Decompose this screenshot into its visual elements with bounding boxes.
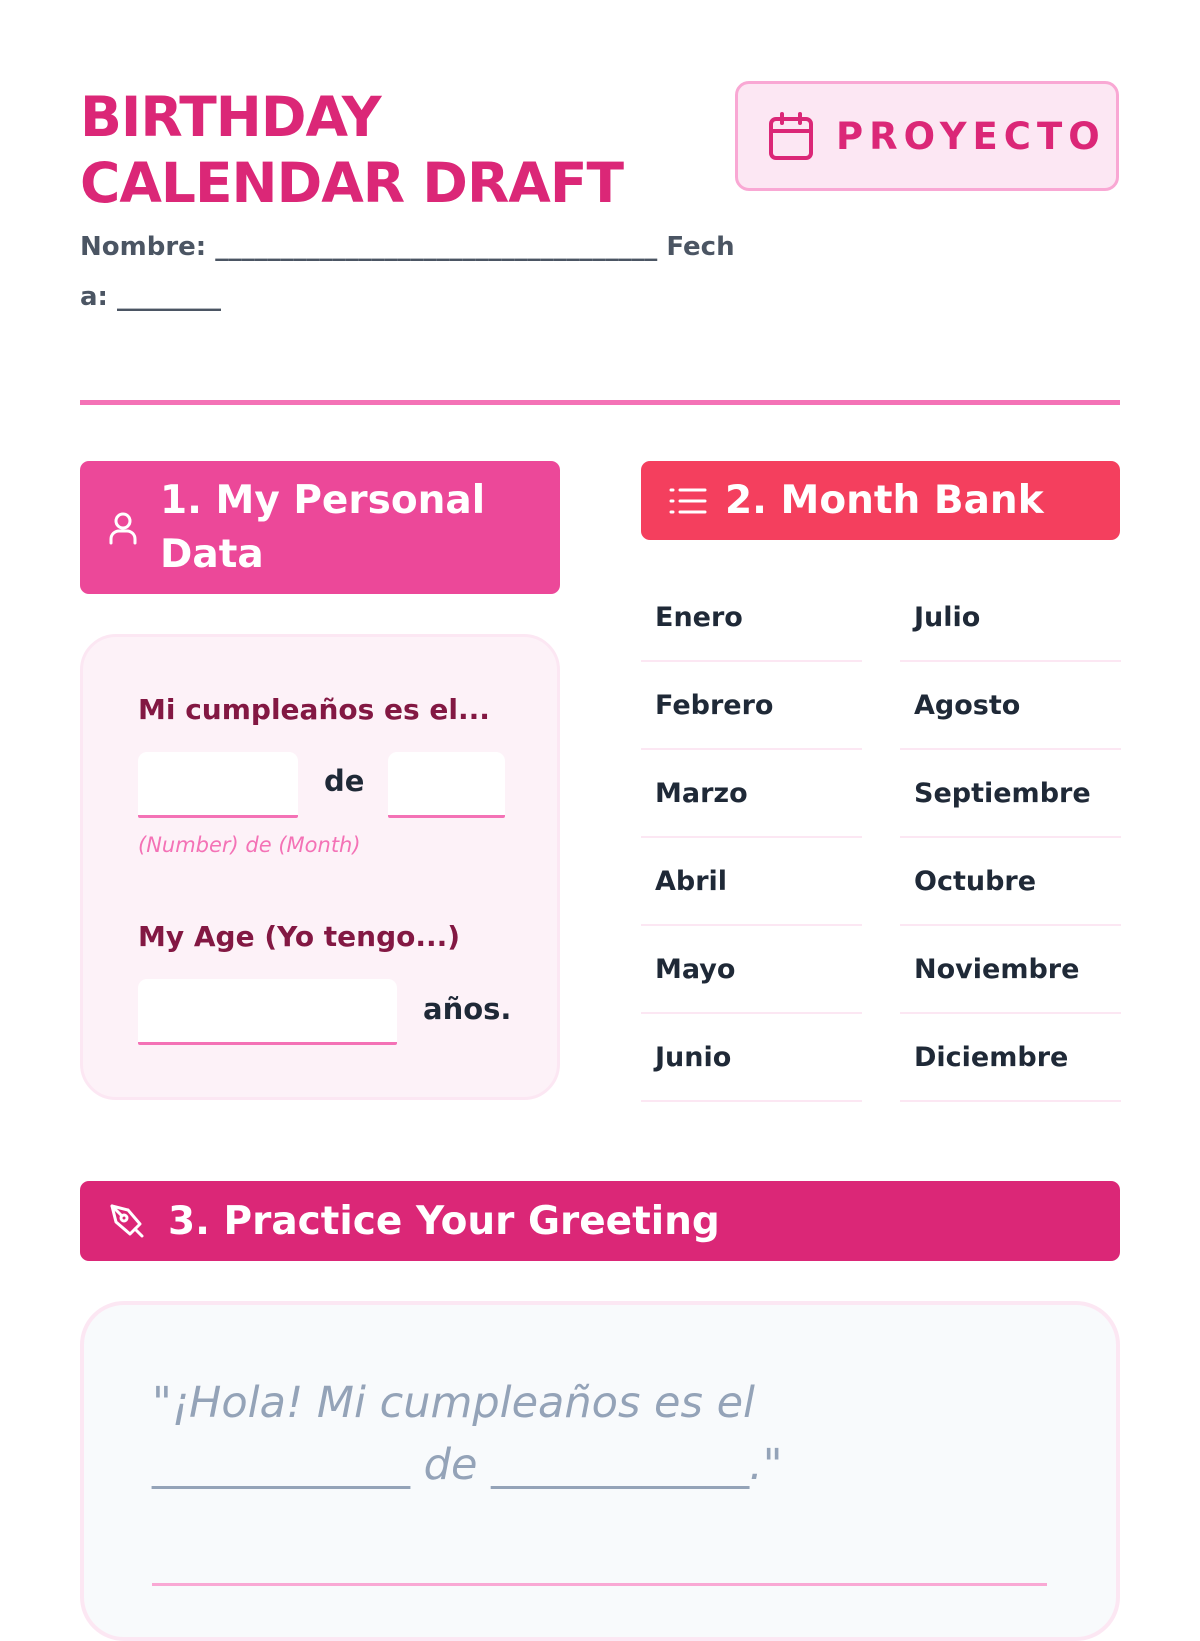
birthday-day-input[interactable]	[138, 752, 298, 818]
title-line-1: BIRTHDAY	[80, 85, 381, 149]
name-blank[interactable]: __________________________________	[215, 232, 658, 262]
section-2-title: 2. Month Bank	[725, 478, 1044, 523]
section-1-header	[80, 461, 560, 594]
greeting-template	[152, 1372, 1052, 1496]
calendar-icon	[768, 111, 814, 161]
section-3-title: 3. Practice Your Greeting	[168, 1198, 720, 1244]
project-label: PROYECTO	[836, 114, 1106, 158]
birthday-label: Mi cumpleaños es el...	[138, 693, 490, 726]
name-label: Nombre:	[80, 232, 207, 262]
month-item: Junio	[641, 1014, 862, 1102]
section-2-header	[641, 461, 1120, 540]
month-item: Abril	[641, 838, 862, 926]
user-icon	[108, 511, 138, 545]
month-item: Septiembre	[900, 750, 1121, 838]
month-column-1	[641, 574, 862, 1102]
list-icon	[669, 486, 707, 516]
month-item: Marzo	[641, 750, 862, 838]
birthday-month-input[interactable]	[388, 752, 505, 818]
age-suffix: años.	[423, 992, 512, 1026]
month-item: Mayo	[641, 926, 862, 1014]
section-1-title: 1. My Personal Data	[160, 477, 486, 577]
student-info	[80, 222, 740, 322]
month-column-2	[900, 574, 1121, 1102]
birthday-hint: (Number) de (Month)	[138, 833, 361, 857]
pen-icon	[108, 1202, 146, 1240]
month-item: Diciembre	[900, 1014, 1121, 1102]
age-label: My Age (Yo tengo...)	[138, 920, 461, 953]
month-item: Noviembre	[900, 926, 1121, 1014]
month-item: Febrero	[641, 662, 862, 750]
month-item: Octubre	[900, 838, 1121, 926]
section-3-header	[80, 1181, 1120, 1261]
greeting-line-2: ____________ de ____________."	[152, 1440, 783, 1490]
project-badge	[735, 81, 1119, 191]
header-divider	[80, 400, 1120, 405]
birthday-connector: de	[324, 764, 365, 798]
month-item: Agosto	[900, 662, 1121, 750]
title-line-2: CALENDAR DRAFT	[80, 151, 623, 215]
greeting-line-1: "¡Hola! Mi cumpleaños es el	[152, 1378, 755, 1428]
age-input[interactable]	[138, 979, 397, 1045]
page-title	[80, 84, 700, 216]
month-item: Enero	[641, 574, 862, 662]
date-label: Fecha:	[80, 232, 735, 312]
writing-line[interactable]	[152, 1583, 1047, 1586]
date-blank[interactable]: ________	[117, 282, 222, 312]
month-item: Julio	[900, 574, 1121, 662]
